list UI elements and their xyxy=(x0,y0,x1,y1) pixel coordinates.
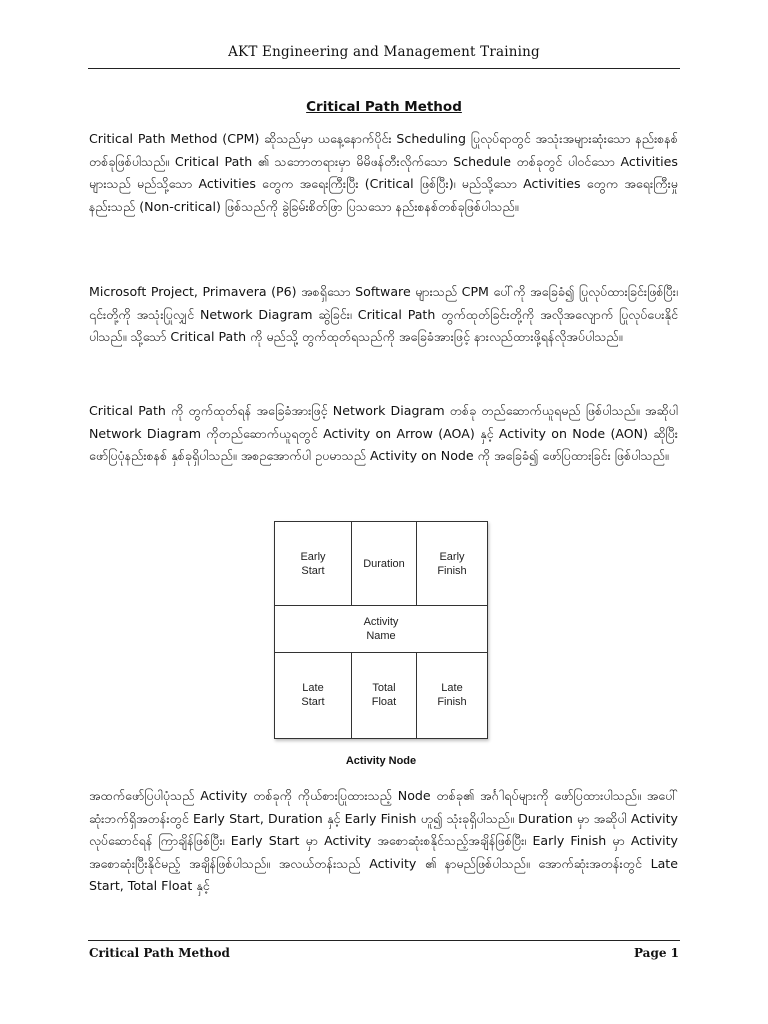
early-start-cell: Early Start xyxy=(275,522,352,605)
late-finish-cell: Late Finish xyxy=(437,682,467,708)
activity-name-cell: Activity Name xyxy=(363,615,399,642)
activity-node-caption: Activity Node xyxy=(345,755,417,767)
node-top-row xyxy=(275,522,487,606)
node-middle-row xyxy=(275,605,487,653)
paragraph-4: အထက်ဖော်ပြပါပုံသည် Activity တစ်ခုကို ကိုယ်စားပြုထားသည့် Node တစ်ခု၏ အင်္ဂါရပ်များကို ဖော်ပြထားပါသည်။ အပေါ်ဆုံးဘက်ရှိအတန်းတွင် Early Start, Duration နှင့် Early Finish ဟူ၍ သုံးခုရှိပါသည်။ Duration မှာ အဆိုပါ Activity လုပ်ဆောင်ရန် ကြာချိန်ဖြစ်ပြီး၊ Early Start မှာ Activity အစောဆုံးစနိုင်သည့်အချိန်ဖြစ်ပြီး၊ Early Finish မှာ Activity အစောဆုံးပြီးနိုင်မည့် အချိန်ဖြစ်ပါသည်။ အလယ်တန်းသည် Activity ၏ နာမည်ဖြစ်ပါသည်။ အောက်ဆုံးအတန်းတွင် Late Start, Total Float နှင့် xyxy=(89,788,678,893)
footer-title: Critical Path Method xyxy=(89,946,230,960)
header-rule xyxy=(88,68,680,69)
paragraph-2: Microsoft Project, Primavera (P6) အစရှိသော Software များသည် CPM ပေါ်ကို အခြေခံ၍ ပြုလုပ်ထားခြင်းဖြစ်ပြီး၊ ၎င်းတို့ကို အသုံးပြုလျှင် Network Diagram ဆွဲခြင်း၊ Critical Path တွက်ထုတ်ခြင်းတို့ကို အလိုအလျောက် ပြုလုပ်ပေးနိုင်ပါသည်။ သို့သော် Critical Path ကို မည်သို့ တွက်ထုတ်ရသည်ကို အခြေခံအားဖြင့် နားလည်ထားဖို့ရန်လိုအပ်ပါသည်။ xyxy=(89,284,678,344)
footer-rule xyxy=(88,940,680,941)
node-bottom-row xyxy=(275,652,487,738)
duration-cell: Duration xyxy=(352,522,417,605)
activity-node-diagram xyxy=(274,521,488,739)
late-start-cell: Late Start xyxy=(275,652,352,738)
total-float-cell: Total Float xyxy=(352,652,417,738)
paragraph-3: Critical Path ကို တွက်ထုတ်ရန် အခြေခံအားဖြင့် Network Diagram တစ်ခု တည်ဆောက်ယူရမည် ဖြစ်ပါသည်။ အဆိုပါ Network Diagram ကိုတည်ဆောက်ယူရတွင် Activity on Arrow (AOA) နှင့် Activity on Node (AON) ဆိုပြီး ဖော်ပြပုံနည်းစနစ် နှစ်ခုရှိပါသည်။ အစဉအောက်ပါ ဥပမာသည် Activity on Node ကို အခြေခံ၍ ဖော်ပြထားခြင်း ဖြစ်ပါသည်။ xyxy=(89,403,678,463)
document-title-wrap xyxy=(0,96,768,115)
document-title: Critical Path Method xyxy=(306,99,462,115)
early-finish-cell: Early Finish xyxy=(437,550,467,577)
running-header: AKT Engineering and Management Training xyxy=(228,44,540,60)
page-number: Page 1 xyxy=(633,946,679,960)
paragraph-1: Critical Path Method (CPM) ဆိုသည်မှာ ယနေ့နောက်ပိုင်း Scheduling ပြုလုပ်ရာတွင် အသုံးအများဆုံးသော နည်းစနစ်တစ်ခုဖြစ်ပါသည်။ Critical Path ၏ သဘောတရားမှာ မိမိဖန်တီးလိုက်သော Schedule တစ်ခုတွင် ပါဝင်သော Activities များသည် မည်သို့သော Activities တွေက အရေးကြီးပြီး (Critical ဖြစ်ပြီး)၊ မည်သို့သော Activities တွေက အရေးကြီးမှု နည်းသည် (Non-critical) ဖြစ်သည်ကို ခွဲခြမ်းစိတ်ဖြာ ပြသသော နည်းစနစ်တစ်ခုဖြစ်ပါသည်။ xyxy=(89,131,678,214)
